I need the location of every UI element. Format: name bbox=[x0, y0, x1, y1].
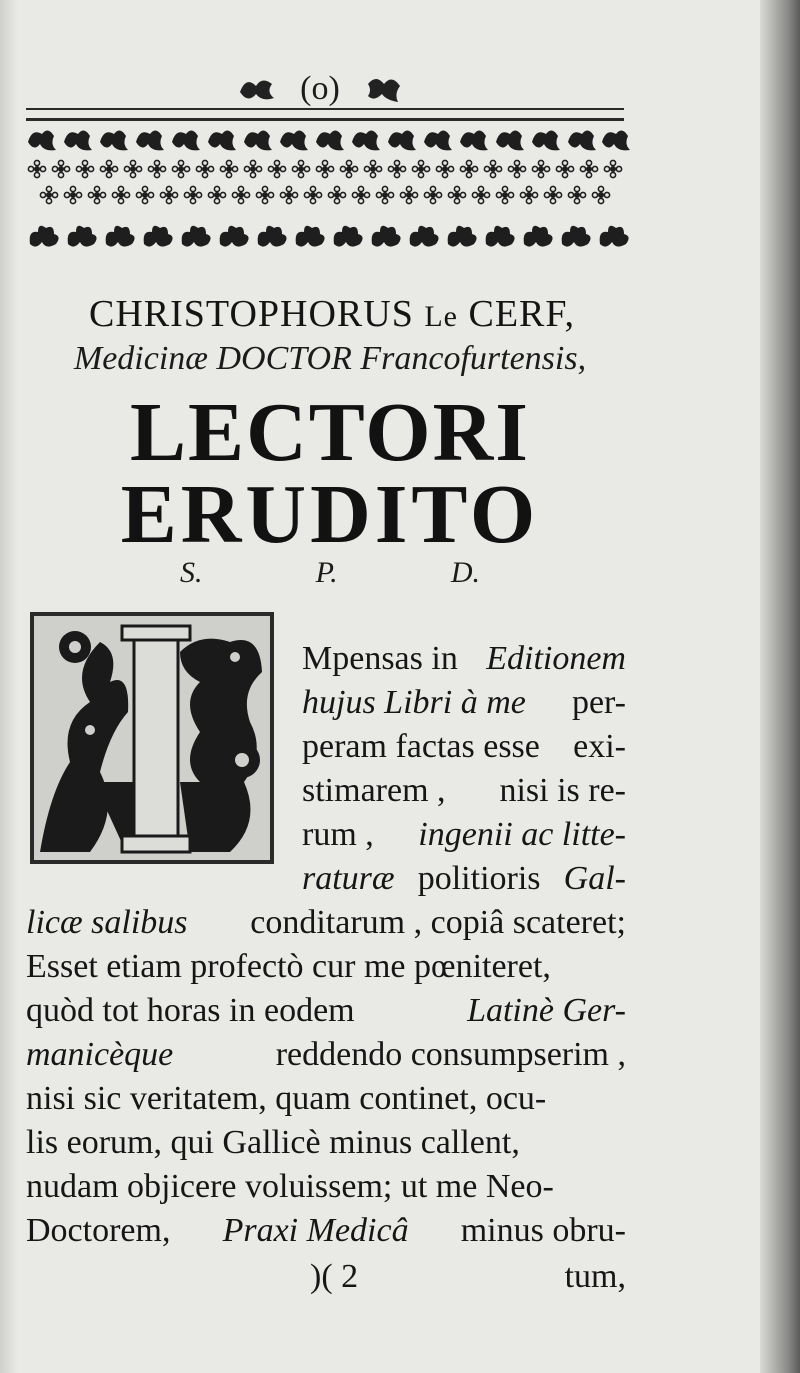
body-line-8: Esset etiam profectò cur me pœniteret, bbox=[26, 948, 551, 985]
body-line-6: raturæ politioris Gal- bbox=[302, 860, 626, 897]
author-particle: Le bbox=[424, 300, 458, 333]
fleuron-right-icon bbox=[362, 72, 404, 106]
catchword: tum, bbox=[564, 1258, 626, 1295]
running-head bbox=[200, 68, 440, 112]
body-line-9: quòd tot horas in eodem Latinè Ger- bbox=[26, 992, 626, 1029]
leaf-border-row bbox=[28, 130, 630, 150]
fleuron-left-icon bbox=[236, 72, 278, 106]
title-line-2: ERUDITO bbox=[120, 468, 540, 561]
body-line-4: stimarem , nisi is re- bbox=[302, 772, 626, 809]
decorated-initial bbox=[30, 612, 274, 864]
page-gutter-shadow bbox=[0, 0, 18, 1373]
body-line-11: nisi sic veritatem, quam continet, ocu- bbox=[26, 1080, 547, 1117]
body-line-7: licæ salibus conditarum , copiâ scateret; bbox=[26, 904, 626, 941]
body-line-3: peram factas esse exi- bbox=[302, 728, 626, 765]
signature-mark: )( 2 bbox=[310, 1258, 359, 1295]
flower-border-row-1 bbox=[28, 160, 621, 177]
author-surname: CERF, bbox=[468, 293, 575, 335]
body-line-13: nudam objicere voluissem; ut me Neo- bbox=[26, 1168, 554, 1205]
body-line-5: rum , ingenii ac litte- bbox=[302, 816, 626, 853]
author-first-name: CHRISTOPHORUS bbox=[89, 293, 414, 335]
salutation-d: D. bbox=[450, 556, 480, 589]
salutation bbox=[180, 556, 480, 590]
body-line-1: Mpensas in Editionem bbox=[302, 640, 626, 677]
title-line-1: LECTORI bbox=[130, 386, 530, 479]
salutation-s: S. bbox=[180, 556, 203, 589]
header-rule bbox=[26, 108, 624, 110]
body-line-10: manicèque reddendo consumpserim , bbox=[26, 1036, 626, 1073]
salutation-p: P. bbox=[315, 556, 338, 589]
header-rule-thick bbox=[26, 118, 624, 121]
author-degree: Medicinæ DOCTOR Francofurtensis, bbox=[73, 340, 587, 377]
body-line-14: Doctorem, Praxi Medicâ minus obru- bbox=[26, 1212, 626, 1249]
page-edge-shadow bbox=[760, 0, 800, 1373]
clover-border-row bbox=[30, 226, 629, 247]
ornamental-headpiece bbox=[26, 124, 630, 256]
flower-border-row-2 bbox=[40, 186, 609, 203]
body-line-2: hujus Libri à me per- bbox=[302, 684, 626, 721]
body-line-12: lis eorum, qui Gallicè minus callent, bbox=[26, 1124, 520, 1161]
page-number: (o) bbox=[300, 70, 340, 108]
author-name bbox=[52, 292, 612, 336]
